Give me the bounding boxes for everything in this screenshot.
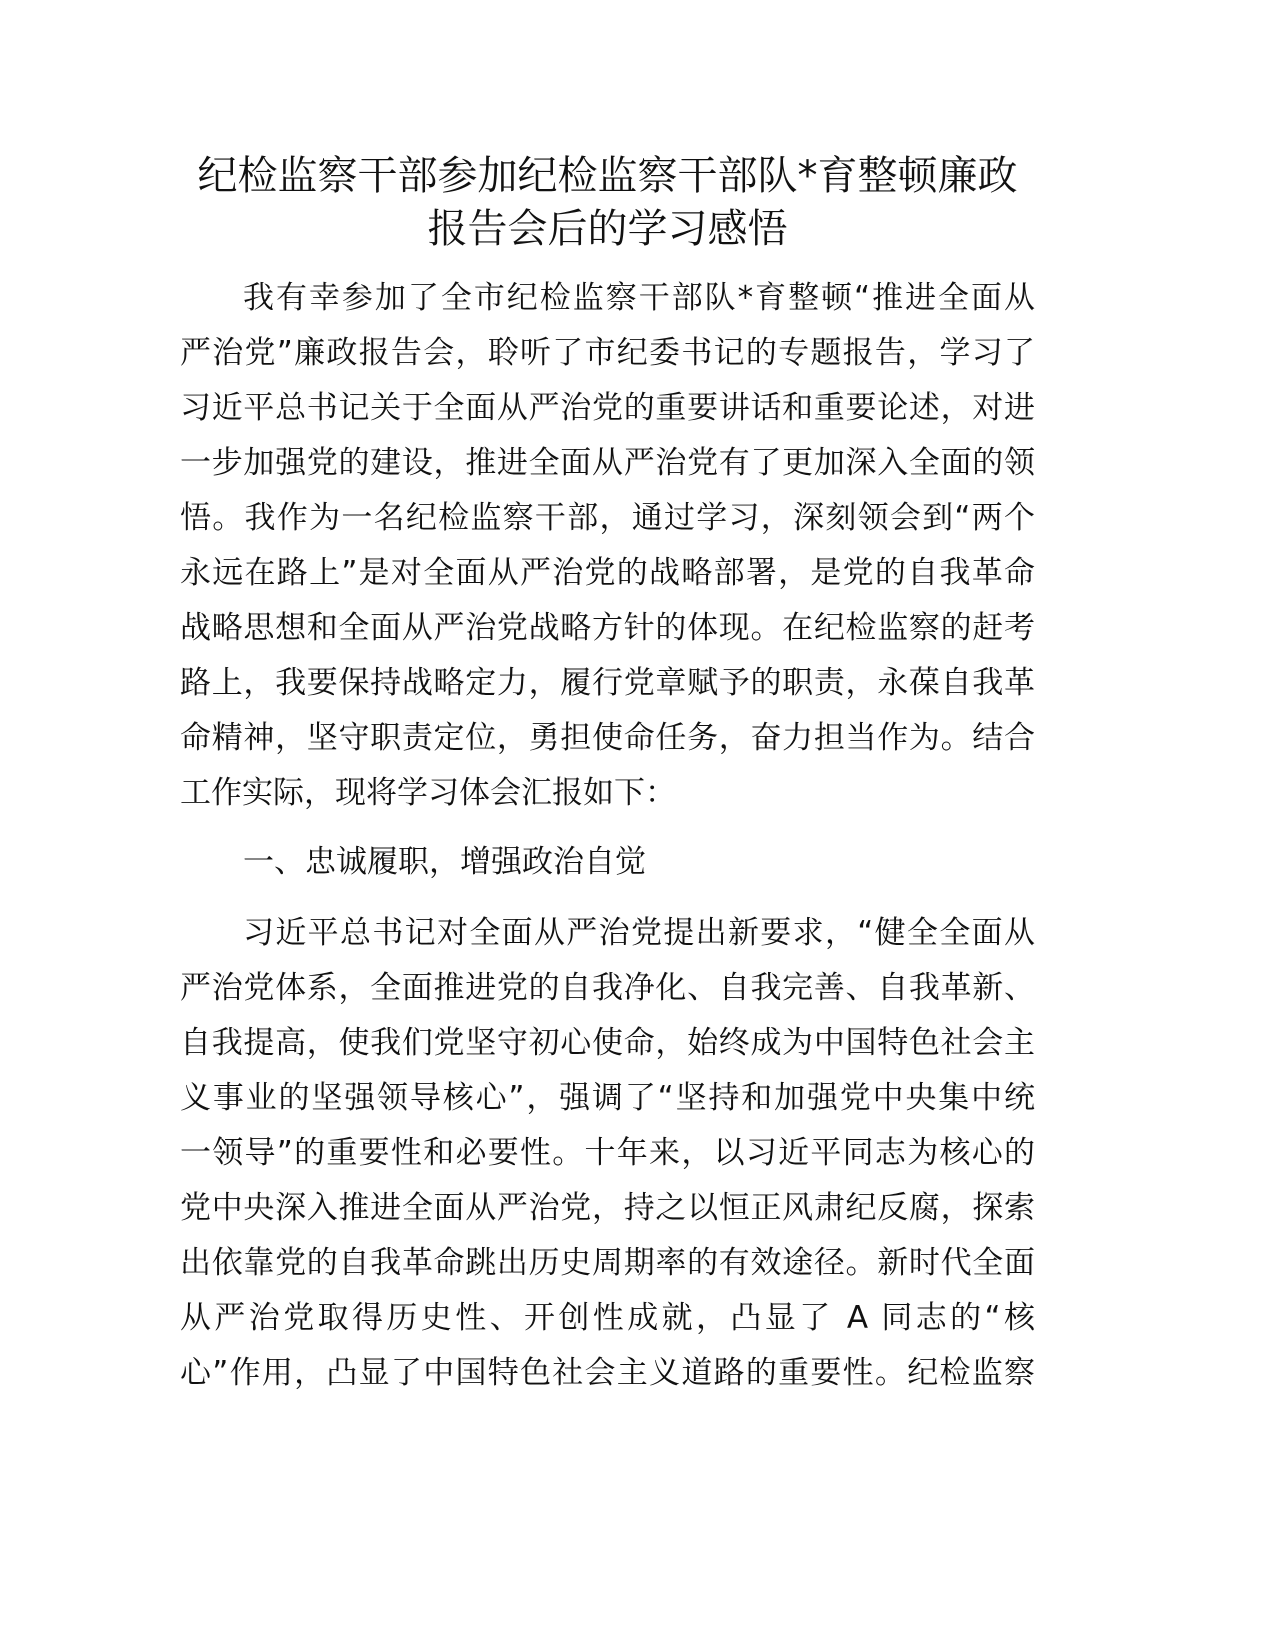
- paragraph-2-line: 习近平总书记对全面从严治党提出新要求，“健全全面从: [243, 915, 1035, 951]
- paragraph-2-line: 一领导”的重要性和必要性。十年来，以习近平同志为核心的: [180, 1135, 1035, 1171]
- paragraph-1-line: 路上，我要保持战略定力，履行党章赋予的职责，永葆自我革: [180, 665, 1035, 701]
- paragraph-2-line: 出依靠党的自我革命跳出历史周期率的有效途径。新时代全面: [180, 1245, 1035, 1281]
- paragraph-2-line: 从严治党取得历史性、开创性成就，凸显了 A 同志的“核: [180, 1300, 1035, 1336]
- paragraph-1-line: 我有幸参加了全市纪检监察干部队*育整顿“推进全面从: [243, 280, 1035, 316]
- paragraph-1-line: 悟。我作为一名纪检监察干部，通过学习，深刻领会到“两个: [180, 500, 1035, 536]
- paragraph-2-line: 党中央深入推进全面从严治党，持之以恒正风肃纪反腐，探索: [180, 1190, 1035, 1226]
- paragraph-1-line: 工作实际，现将学习体会汇报如下：: [180, 775, 676, 811]
- paragraph-1-line: 习近平总书记关于全面从严治党的重要讲话和重要论述，对进: [180, 390, 1035, 426]
- paragraph-2-line: 义事业的坚强领导核心”，强调了“坚持和加强党中央集中统: [180, 1080, 1035, 1116]
- section-heading: 一、忠诚履职，增强政治自觉: [243, 844, 646, 880]
- paragraph-2-line: 严治党体系，全面推进党的自我净化、自我完善、自我革新、: [180, 970, 1035, 1006]
- paragraph-2-line: 心”作用，凸显了中国特色社会主义道路的重要性。纪检监察: [180, 1355, 1035, 1391]
- document-title-line-2: 报告会后的学习感悟: [427, 206, 788, 252]
- document-title-line-1: 纪检监察干部参加纪检监察干部队*育整顿廉政: [197, 153, 1018, 199]
- paragraph-1-line: 严治党”廉政报告会，聆听了市纪委书记的专题报告，学习了: [180, 335, 1035, 371]
- paragraph-2-line: 自我提高，使我们党坚守初心使命，始终成为中国特色社会主: [180, 1025, 1035, 1061]
- paragraph-1-line: 战略思想和全面从严治党战略方针的体现。在纪检监察的赶考: [180, 610, 1035, 646]
- paragraph-1-line: 一步加强党的建设，推进全面从严治党有了更加深入全面的领: [180, 445, 1035, 481]
- paragraph-1-line: 命精神，坚守职责定位，勇担使命任务，奋力担当作为。结合: [180, 720, 1035, 756]
- paragraph-1-line: 永远在路上”是对全面从严治党的战略部署，是党的自我革命: [180, 555, 1035, 591]
